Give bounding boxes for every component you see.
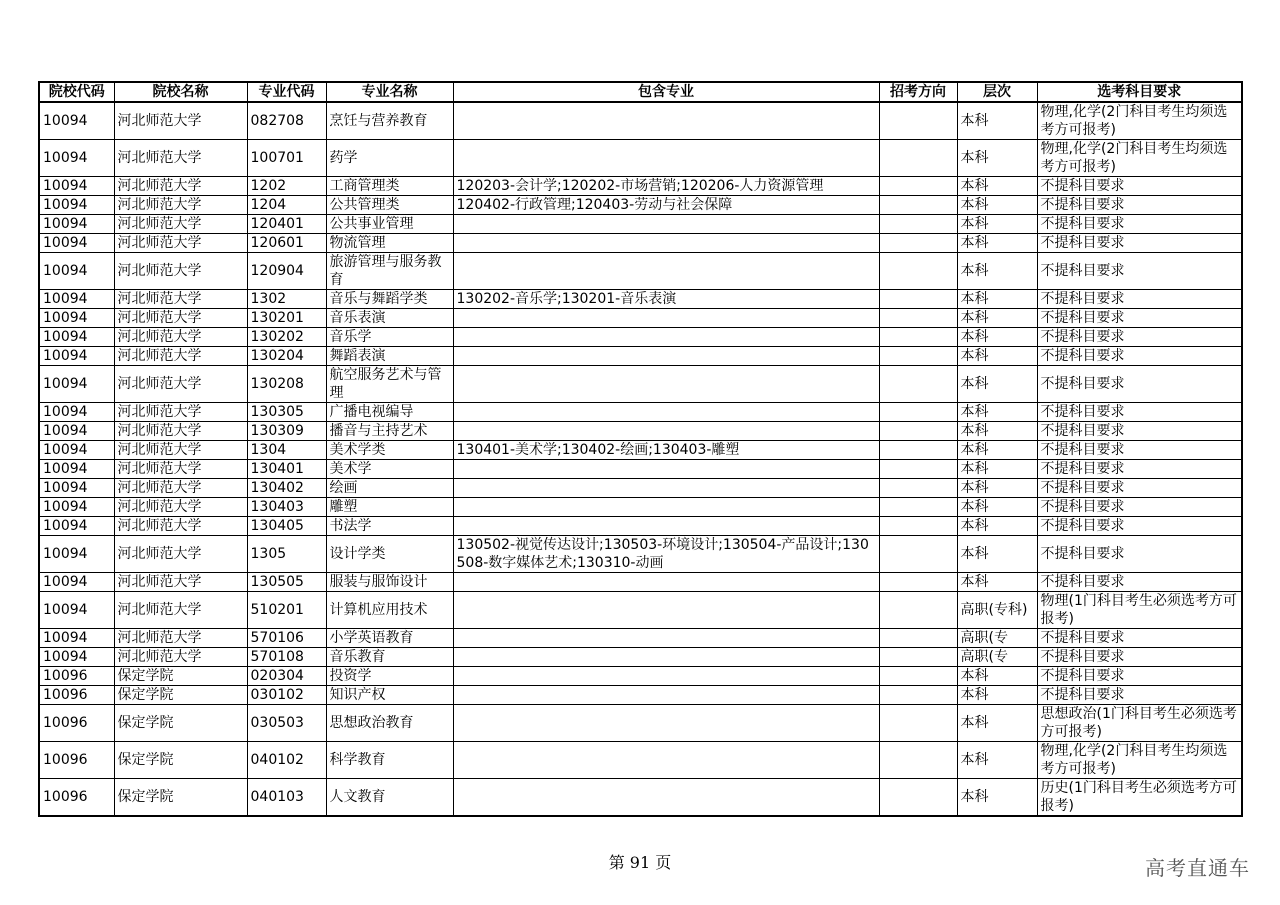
- cell-major-code: 040102: [247, 742, 326, 779]
- cell-included-majors: [453, 479, 879, 498]
- cell-included-majors: [453, 667, 879, 686]
- cell-school-name: 河北师范大学: [114, 290, 247, 309]
- cell-school-name: 保定学院: [114, 667, 247, 686]
- cell-school-name: 河北师范大学: [114, 403, 247, 422]
- cell-major-name: 音乐教育: [326, 648, 453, 667]
- cell-included-majors: [453, 686, 879, 705]
- cell-subject-requirement: 不提科目要求: [1037, 328, 1242, 347]
- cell-direction: [879, 290, 957, 309]
- table-row: [39, 253, 1242, 290]
- cell-major-name: 知识产权: [326, 686, 453, 705]
- cell-school-code: 10094: [39, 290, 114, 309]
- cell-included-majors: 120203-会计学;120202-市场营销;120206-人力资源管理: [453, 177, 879, 196]
- cell-school-name: 河北师范大学: [114, 366, 247, 403]
- cell-level: 本科: [957, 779, 1037, 817]
- cell-school-code: 10094: [39, 403, 114, 422]
- cell-subject-requirement: 不提科目要求: [1037, 686, 1242, 705]
- cell-school-name: 河北师范大学: [114, 140, 247, 177]
- cell-major-code: 130405: [247, 517, 326, 536]
- table-row: [39, 309, 1242, 328]
- cell-school-name: 河北师范大学: [114, 102, 247, 140]
- cell-school-code: 10094: [39, 196, 114, 215]
- admission-table: [38, 81, 1243, 817]
- cell-included-majors: 130401-美术学;130402-绘画;130403-雕塑: [453, 441, 879, 460]
- cell-school-name: 河北师范大学: [114, 592, 247, 629]
- table-row: [39, 403, 1242, 422]
- cell-school-code: 10094: [39, 479, 114, 498]
- table-row: [39, 196, 1242, 215]
- cell-school-name: 河北师范大学: [114, 215, 247, 234]
- cell-level: 本科: [957, 422, 1037, 441]
- cell-major-name: 工商管理类: [326, 177, 453, 196]
- cell-major-code: 130204: [247, 347, 326, 366]
- cell-major-name: 人文教育: [326, 779, 453, 817]
- cell-subject-requirement: 思想政治(1门科目考生必须选考方可报考): [1037, 705, 1242, 742]
- cell-school-code: 10094: [39, 234, 114, 253]
- table-row: [39, 422, 1242, 441]
- cell-level: 本科: [957, 177, 1037, 196]
- table-row: [39, 479, 1242, 498]
- cell-school-code: 10094: [39, 629, 114, 648]
- cell-major-name: 美术学: [326, 460, 453, 479]
- cell-major-name: 设计学类: [326, 536, 453, 573]
- cell-school-code: 10094: [39, 460, 114, 479]
- cell-major-name: 公共管理类: [326, 196, 453, 215]
- cell-direction: [879, 328, 957, 347]
- table-row: [39, 290, 1242, 309]
- table-row: [39, 328, 1242, 347]
- cell-school-code: 10096: [39, 779, 114, 817]
- cell-major-name: 投资学: [326, 667, 453, 686]
- cell-major-code: 020304: [247, 667, 326, 686]
- cell-included-majors: [453, 234, 879, 253]
- cell-school-code: 10094: [39, 498, 114, 517]
- table-row: [39, 686, 1242, 705]
- cell-included-majors: [453, 253, 879, 290]
- cell-direction: [879, 441, 957, 460]
- cell-school-name: 河北师范大学: [114, 629, 247, 648]
- cell-direction: [879, 460, 957, 479]
- cell-subject-requirement: 物理,化学(2门科目考生均须选考方可报考): [1037, 742, 1242, 779]
- cell-subject-requirement: 不提科目要求: [1037, 573, 1242, 592]
- header-major-code: 专业代码: [247, 82, 326, 102]
- cell-school-code: 10094: [39, 536, 114, 573]
- cell-school-name: 保定学院: [114, 705, 247, 742]
- cell-level: 本科: [957, 328, 1037, 347]
- cell-major-code: 082708: [247, 102, 326, 140]
- cell-school-code: 10096: [39, 705, 114, 742]
- cell-level: 本科: [957, 742, 1037, 779]
- cell-subject-requirement: 不提科目要求: [1037, 517, 1242, 536]
- cell-subject-requirement: 不提科目要求: [1037, 177, 1242, 196]
- cell-subject-requirement: 不提科目要求: [1037, 347, 1242, 366]
- header-direction: 招考方向: [879, 82, 957, 102]
- cell-major-code: 1204: [247, 196, 326, 215]
- cell-major-code: 100701: [247, 140, 326, 177]
- cell-major-name: 思想政治教育: [326, 705, 453, 742]
- cell-major-code: 120601: [247, 234, 326, 253]
- cell-direction: [879, 403, 957, 422]
- cell-direction: [879, 498, 957, 517]
- cell-direction: [879, 140, 957, 177]
- cell-school-name: 河北师范大学: [114, 309, 247, 328]
- cell-major-code: 1305: [247, 536, 326, 573]
- cell-major-code: 130505: [247, 573, 326, 592]
- cell-level: 本科: [957, 705, 1037, 742]
- cell-major-code: 130208: [247, 366, 326, 403]
- cell-direction: [879, 234, 957, 253]
- cell-school-code: 10094: [39, 366, 114, 403]
- header-school-name: 院校名称: [114, 82, 247, 102]
- cell-level: 本科: [957, 403, 1037, 422]
- cell-included-majors: [453, 403, 879, 422]
- cell-school-name: 河北师范大学: [114, 234, 247, 253]
- cell-subject-requirement: 不提科目要求: [1037, 441, 1242, 460]
- cell-direction: [879, 517, 957, 536]
- cell-level: 本科: [957, 309, 1037, 328]
- cell-included-majors: [453, 328, 879, 347]
- cell-major-name: 书法学: [326, 517, 453, 536]
- cell-level: 本科: [957, 479, 1037, 498]
- cell-school-name: 河北师范大学: [114, 498, 247, 517]
- cell-major-code: 570106: [247, 629, 326, 648]
- header-school-code: 院校代码: [39, 82, 114, 102]
- cell-major-name: 服装与服饰设计: [326, 573, 453, 592]
- cell-direction: [879, 742, 957, 779]
- table-row: [39, 629, 1242, 648]
- cell-direction: [879, 592, 957, 629]
- cell-school-code: 10094: [39, 253, 114, 290]
- cell-school-code: 10094: [39, 422, 114, 441]
- cell-level: 本科: [957, 460, 1037, 479]
- cell-direction: [879, 573, 957, 592]
- page-number: 第 91 页: [608, 853, 672, 872]
- cell-school-name: 河北师范大学: [114, 441, 247, 460]
- cell-direction: [879, 347, 957, 366]
- cell-included-majors: [453, 779, 879, 817]
- cell-subject-requirement: 不提科目要求: [1037, 667, 1242, 686]
- cell-major-code: 030102: [247, 686, 326, 705]
- cell-included-majors: 130502-视觉传达设计;130503-环境设计;130504-产品设计;130508-数字媒体艺术;130310-动画: [453, 536, 879, 573]
- cell-major-code: 130202: [247, 328, 326, 347]
- cell-included-majors: 120402-行政管理;120403-劳动与社会保障: [453, 196, 879, 215]
- cell-included-majors: [453, 517, 879, 536]
- cell-major-name: 舞蹈表演: [326, 347, 453, 366]
- table-row: [39, 536, 1242, 573]
- cell-included-majors: [453, 102, 879, 140]
- table-row: [39, 517, 1242, 536]
- table-row: [39, 592, 1242, 629]
- cell-direction: [879, 479, 957, 498]
- cell-included-majors: [453, 573, 879, 592]
- table-row: [39, 742, 1242, 779]
- cell-included-majors: [453, 629, 879, 648]
- cell-school-name: 保定学院: [114, 742, 247, 779]
- cell-school-name: 河北师范大学: [114, 328, 247, 347]
- cell-subject-requirement: 不提科目要求: [1037, 422, 1242, 441]
- cell-subject-requirement: 历史(1门科目考生必须选考方可报考): [1037, 779, 1242, 817]
- cell-direction: [879, 196, 957, 215]
- cell-direction: [879, 309, 957, 328]
- cell-school-code: 10096: [39, 686, 114, 705]
- cell-major-name: 小学英语教育: [326, 629, 453, 648]
- cell-subject-requirement: 不提科目要求: [1037, 196, 1242, 215]
- cell-subject-requirement: 不提科目要求: [1037, 460, 1242, 479]
- cell-direction: [879, 366, 957, 403]
- cell-subject-requirement: 不提科目要求: [1037, 309, 1242, 328]
- cell-major-code: 1302: [247, 290, 326, 309]
- cell-subject-requirement: 不提科目要求: [1037, 629, 1242, 648]
- cell-school-name: 河北师范大学: [114, 422, 247, 441]
- table-row: [39, 779, 1242, 817]
- cell-level: 本科: [957, 140, 1037, 177]
- cell-direction: [879, 422, 957, 441]
- cell-included-majors: [453, 648, 879, 667]
- cell-level: 本科: [957, 441, 1037, 460]
- cell-major-code: 1304: [247, 441, 326, 460]
- cell-major-name: 音乐与舞蹈学类: [326, 290, 453, 309]
- cell-school-code: 10094: [39, 328, 114, 347]
- cell-school-code: 10094: [39, 140, 114, 177]
- table-row: [39, 460, 1242, 479]
- table-row: [39, 705, 1242, 742]
- table-row: [39, 177, 1242, 196]
- cell-level: 本科: [957, 102, 1037, 140]
- table-body: [39, 102, 1242, 816]
- cell-major-code: 1202: [247, 177, 326, 196]
- cell-school-name: 保定学院: [114, 779, 247, 817]
- cell-major-code: 120401: [247, 215, 326, 234]
- cell-included-majors: [453, 460, 879, 479]
- cell-included-majors: [453, 705, 879, 742]
- cell-level: 本科: [957, 498, 1037, 517]
- cell-major-code: 130402: [247, 479, 326, 498]
- table-row: [39, 234, 1242, 253]
- header-major-name: 专业名称: [326, 82, 453, 102]
- cell-included-majors: [453, 366, 879, 403]
- cell-subject-requirement: 物理,化学(2门科目考生均须选考方可报考): [1037, 140, 1242, 177]
- cell-major-name: 音乐表演: [326, 309, 453, 328]
- cell-direction: [879, 102, 957, 140]
- watermark: 高考直通车: [1145, 856, 1250, 880]
- cell-subject-requirement: 物理(1门科目考生必须选考方可报考): [1037, 592, 1242, 629]
- cell-included-majors: [453, 742, 879, 779]
- header-level: 层次: [957, 82, 1037, 102]
- cell-direction: [879, 253, 957, 290]
- cell-major-code: 130309: [247, 422, 326, 441]
- cell-subject-requirement: 不提科目要求: [1037, 366, 1242, 403]
- cell-level: 高职(专: [957, 648, 1037, 667]
- table-row: [39, 366, 1242, 403]
- cell-major-code: 130403: [247, 498, 326, 517]
- cell-subject-requirement: 物理,化学(2门科目考生均须选考方可报考): [1037, 102, 1242, 140]
- cell-school-code: 10094: [39, 309, 114, 328]
- cell-major-name: 公共事业管理: [326, 215, 453, 234]
- cell-major-name: 播音与主持艺术: [326, 422, 453, 441]
- cell-direction: [879, 648, 957, 667]
- cell-school-code: 10094: [39, 441, 114, 460]
- cell-level: 本科: [957, 215, 1037, 234]
- cell-school-name: 河北师范大学: [114, 460, 247, 479]
- cell-school-code: 10094: [39, 573, 114, 592]
- table-row: [39, 215, 1242, 234]
- cell-school-name: 河北师范大学: [114, 479, 247, 498]
- cell-included-majors: [453, 347, 879, 366]
- cell-included-majors: [453, 422, 879, 441]
- table-row: [39, 441, 1242, 460]
- cell-included-majors: [453, 498, 879, 517]
- cell-included-majors: [453, 140, 879, 177]
- table-row: [39, 140, 1242, 177]
- cell-major-name: 科学教育: [326, 742, 453, 779]
- table-row: [39, 573, 1242, 592]
- cell-major-name: 物流管理: [326, 234, 453, 253]
- header-row: [39, 82, 1242, 102]
- cell-school-code: 10094: [39, 592, 114, 629]
- cell-major-code: 030503: [247, 705, 326, 742]
- cell-major-code: 510201: [247, 592, 326, 629]
- cell-major-name: 音乐学: [326, 328, 453, 347]
- cell-major-name: 绘画: [326, 479, 453, 498]
- cell-level: 本科: [957, 573, 1037, 592]
- cell-direction: [879, 536, 957, 573]
- cell-school-code: 10096: [39, 742, 114, 779]
- cell-major-code: 130305: [247, 403, 326, 422]
- cell-school-name: 河北师范大学: [114, 196, 247, 215]
- cell-school-code: 10094: [39, 648, 114, 667]
- cell-major-name: 计算机应用技术: [326, 592, 453, 629]
- cell-major-code: 130401: [247, 460, 326, 479]
- cell-direction: [879, 667, 957, 686]
- cell-level: 高职(专科): [957, 592, 1037, 629]
- cell-major-code: 130201: [247, 309, 326, 328]
- cell-major-name: 雕塑: [326, 498, 453, 517]
- cell-major-code: 570108: [247, 648, 326, 667]
- cell-major-name: 美术学类: [326, 441, 453, 460]
- cell-level: 本科: [957, 366, 1037, 403]
- cell-school-code: 10094: [39, 102, 114, 140]
- cell-direction: [879, 629, 957, 648]
- cell-major-name: 药学: [326, 140, 453, 177]
- table-row: [39, 498, 1242, 517]
- cell-level: 本科: [957, 234, 1037, 253]
- cell-school-code: 10096: [39, 667, 114, 686]
- cell-level: 本科: [957, 347, 1037, 366]
- cell-school-name: 河北师范大学: [114, 253, 247, 290]
- cell-direction: [879, 177, 957, 196]
- cell-school-code: 10094: [39, 517, 114, 536]
- cell-direction: [879, 705, 957, 742]
- cell-included-majors: [453, 215, 879, 234]
- cell-major-name: 旅游管理与服务教育: [326, 253, 453, 290]
- cell-level: 高职(专: [957, 629, 1037, 648]
- cell-school-name: 保定学院: [114, 686, 247, 705]
- cell-school-name: 河北师范大学: [114, 517, 247, 536]
- cell-included-majors: [453, 309, 879, 328]
- cell-major-name: 广播电视编导: [326, 403, 453, 422]
- cell-subject-requirement: 不提科目要求: [1037, 253, 1242, 290]
- cell-subject-requirement: 不提科目要求: [1037, 215, 1242, 234]
- cell-level: 本科: [957, 536, 1037, 573]
- cell-direction: [879, 686, 957, 705]
- table-row: [39, 347, 1242, 366]
- cell-subject-requirement: 不提科目要求: [1037, 479, 1242, 498]
- cell-school-code: 10094: [39, 347, 114, 366]
- cell-level: 本科: [957, 196, 1037, 215]
- cell-school-name: 河北师范大学: [114, 177, 247, 196]
- cell-major-code: 040103: [247, 779, 326, 817]
- cell-major-name: 烹饪与营养教育: [326, 102, 453, 140]
- cell-school-name: 河北师范大学: [114, 536, 247, 573]
- header-subject-requirement: 选考科目要求: [1037, 82, 1242, 102]
- cell-level: 本科: [957, 253, 1037, 290]
- cell-direction: [879, 215, 957, 234]
- table-row: [39, 102, 1242, 140]
- header-included-majors: 包含专业: [453, 82, 879, 102]
- cell-level: 本科: [957, 290, 1037, 309]
- cell-subject-requirement: 不提科目要求: [1037, 234, 1242, 253]
- cell-major-name: 航空服务艺术与管理: [326, 366, 453, 403]
- cell-school-name: 河北师范大学: [114, 347, 247, 366]
- cell-subject-requirement: 不提科目要求: [1037, 536, 1242, 573]
- cell-included-majors: [453, 592, 879, 629]
- cell-subject-requirement: 不提科目要求: [1037, 498, 1242, 517]
- table-row: [39, 667, 1242, 686]
- cell-school-name: 河北师范大学: [114, 573, 247, 592]
- cell-school-name: 河北师范大学: [114, 648, 247, 667]
- cell-level: 本科: [957, 517, 1037, 536]
- cell-subject-requirement: 不提科目要求: [1037, 290, 1242, 309]
- cell-subject-requirement: 不提科目要求: [1037, 648, 1242, 667]
- cell-level: 本科: [957, 686, 1037, 705]
- cell-school-code: 10094: [39, 215, 114, 234]
- cell-school-code: 10094: [39, 177, 114, 196]
- cell-included-majors: 130202-音乐学;130201-音乐表演: [453, 290, 879, 309]
- cell-subject-requirement: 不提科目要求: [1037, 403, 1242, 422]
- cell-major-code: 120904: [247, 253, 326, 290]
- cell-level: 本科: [957, 667, 1037, 686]
- table-row: [39, 648, 1242, 667]
- cell-direction: [879, 779, 957, 817]
